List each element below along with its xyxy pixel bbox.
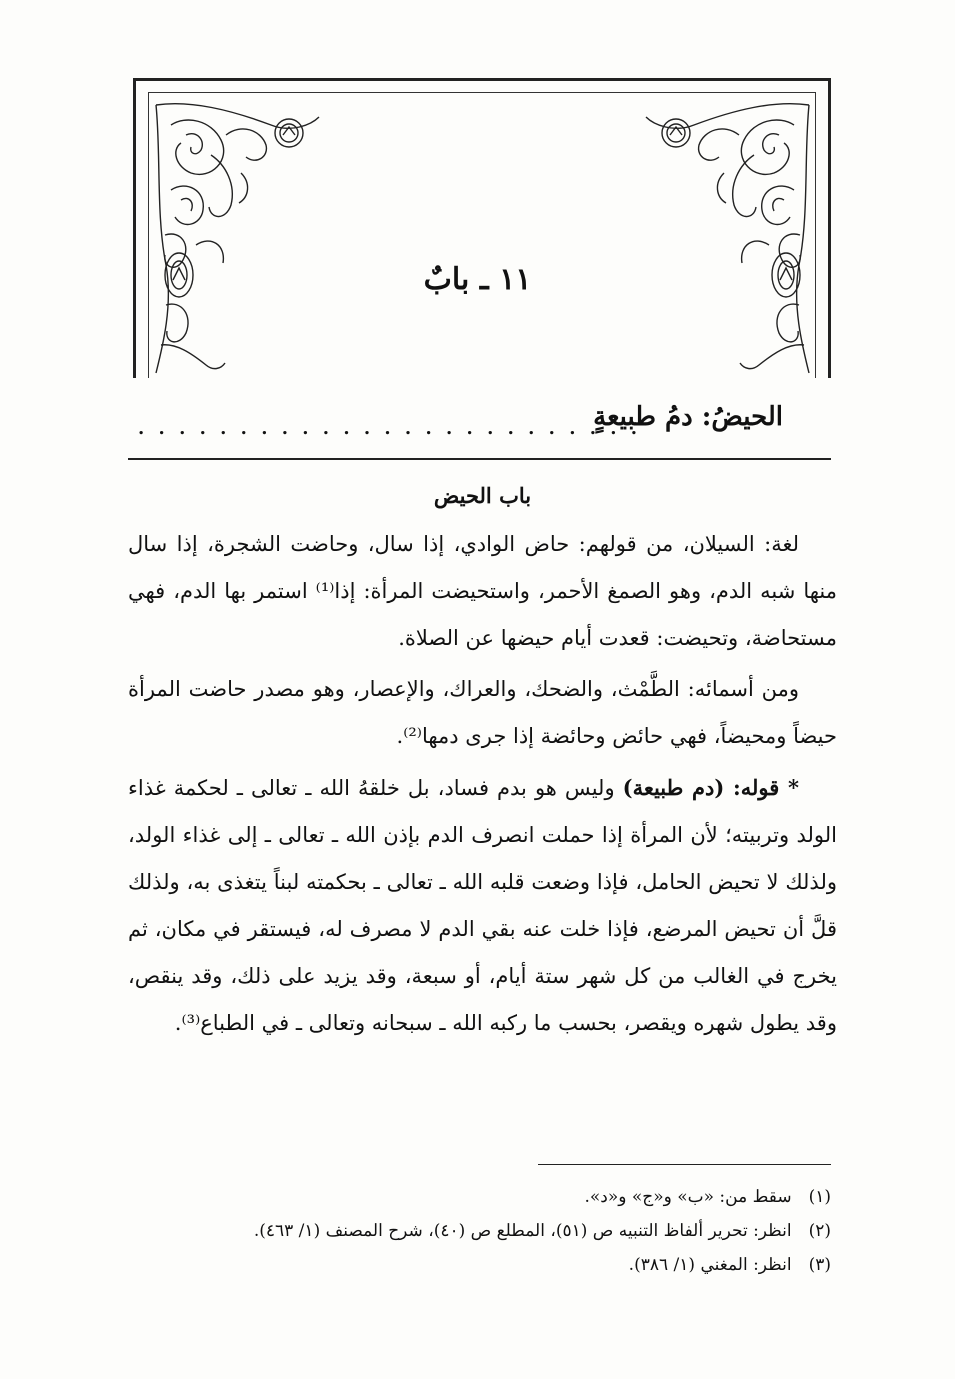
footnotes [122,1180,831,1282]
footnote-text: سقط من: «ب» و«ج» و«د». [584,1187,792,1207]
commentary-text: وليس هو بدم فساد، بل خلقهُ الله ـ تعالى ـ لحكمة غذاء الولد وتربيته؛ لأن المرأة إذا حملت انصرف الدم بإذن الله ـ تعالى ـ إلى غذاء الولد، ولذلك لا تحيض الحامل، فإذا وضعت قلبه الله ـ تعالى ـ بحكمته لبناً يتغذى به، ولذلك قلَّ أن تحيض المرضع، فإذا خلت عنه بقي الدم لا مصرف له، فيستقر في مكان، ثم يخرج في الغالب من كل شهر ستة أيام، أو سبعة، وقد يزيد على ذلك، وقد ينقص، وقد يطول شهره ويقصر، بحسب ما ركبه الله ـ سبحانه وتعالى ـ في الطباع⁽³⁾. [128,776,837,1035]
matn-dot-leader: . . . . . . . . . . . . . . . . . . . . . . . . . [138,418,642,439]
footnote [122,1214,831,1248]
footnote-text: انظر: المغني (١/ ٣٨٦). [628,1255,792,1275]
paragraph: ومن أسمائه: الطَّمْث، والضحك، والعراك، والإعصار، وهو مصدر حاضت المرأة حيضاً ومحيضاً، فهي حائض وحائضة إذا جرى دمها⁽²⁾. [128,677,837,748]
footnote-text: انظر: تحرير ألفاظ التنبيه ص (٥١)، المطلع ص (٤٠)، شرح المصنف (١/ ٤٦٣). [253,1221,792,1241]
section-heading: باب الحيض [433,483,532,508]
paragraph: لغة: السيلان، من قولهم: حاض الوادي، إذا سال، وحاضت الشجرة، إذا سال منها شبه الدم، وهو الصمغ الأحمر، واستحيضت المرأة: إذا⁽¹⁾ استمر بها الدم، فهي مستحاضة، وتحيضت: قعدت أيام حيضها عن الصلاة. [128,532,837,650]
arabesque-corner-ornament-icon [151,95,321,375]
matn-text: الحيضُ: دمُ طبيعةٍ [593,402,783,432]
commentary-lead: * قوله: (دم طبيعة) [622,775,799,800]
footnote-number: (٢) [808,1221,831,1241]
footnote [122,1180,831,1214]
commentary-body [128,472,837,1051]
commentary-paragraph [128,764,837,1047]
footnote-number: (١) [808,1187,831,1207]
footnote-number: (٣) [808,1255,831,1275]
footnote-divider-rule [538,1164,831,1165]
footnote [122,1248,831,1282]
matn-divider-rule [128,458,831,460]
chapter-title: ١١ ـ بابٌ [423,262,532,297]
arabesque-corner-ornament-mirrored-icon [644,95,814,375]
